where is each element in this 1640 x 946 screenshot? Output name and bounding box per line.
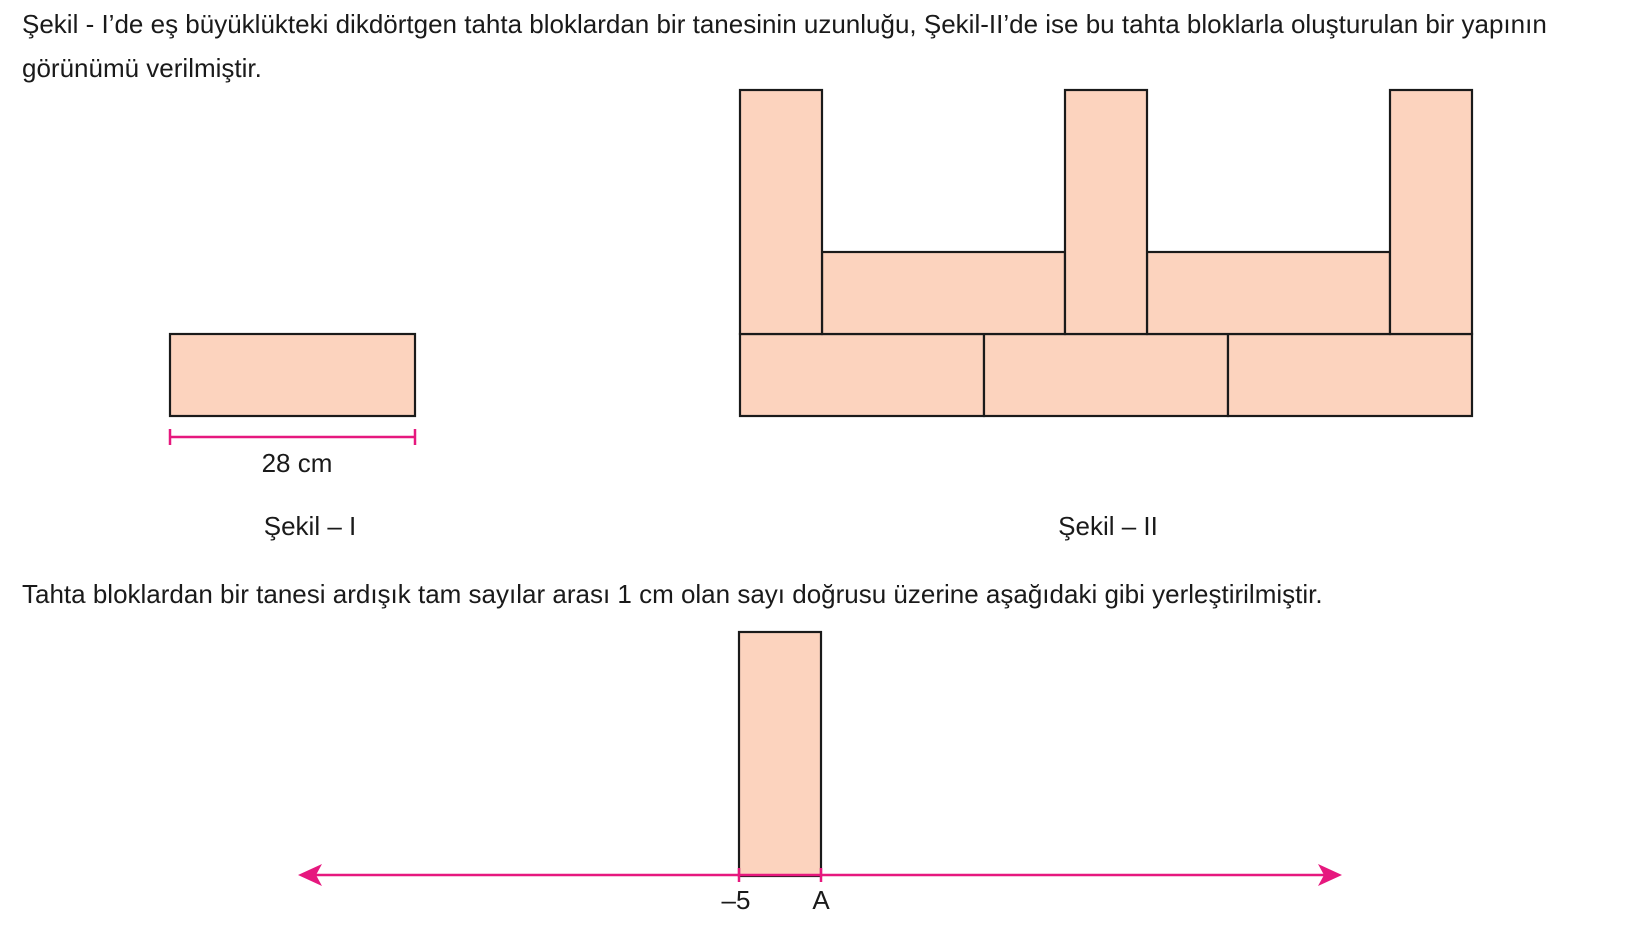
length-label: 28 cm <box>261 448 333 478</box>
figure-1-caption: Şekil – I <box>263 511 357 541</box>
middle-block-1 <box>822 252 1065 334</box>
bottom-block-2 <box>984 334 1228 416</box>
intro-text: Şekil - I’de eş büyüklükteki dikdörtgen tahta bloklardan bir tanesinin uzunluğu, Şekil-II’de ise bu tahta bloklarla oluşturulan bir yapının görünümü verilmiştir. <box>22 9 1547 83</box>
length-marker <box>170 429 415 445</box>
number-line-figure <box>298 632 1342 915</box>
figure-1 <box>170 334 415 541</box>
number-line-description: Tahta bloklardan bir tanesi ardışık tam sayılar arası 1 cm olan sayı doğrusu üzerine aşağıdaki gibi yerleştirilmiştir. <box>22 579 1323 609</box>
vertical-block <box>739 632 821 876</box>
bottom-block-3 <box>1228 334 1472 416</box>
label-minus-5: –5 <box>721 885 751 915</box>
pillar-left <box>740 90 822 334</box>
single-block <box>170 334 415 416</box>
bottom-block-1 <box>740 334 984 416</box>
pillar-right <box>1390 90 1472 334</box>
label-a: A <box>812 885 830 915</box>
middle-block-2 <box>1147 252 1390 334</box>
figure-2-caption: Şekil – II <box>1058 511 1158 541</box>
figure-2 <box>740 90 1472 541</box>
pillar-middle <box>1065 90 1147 334</box>
